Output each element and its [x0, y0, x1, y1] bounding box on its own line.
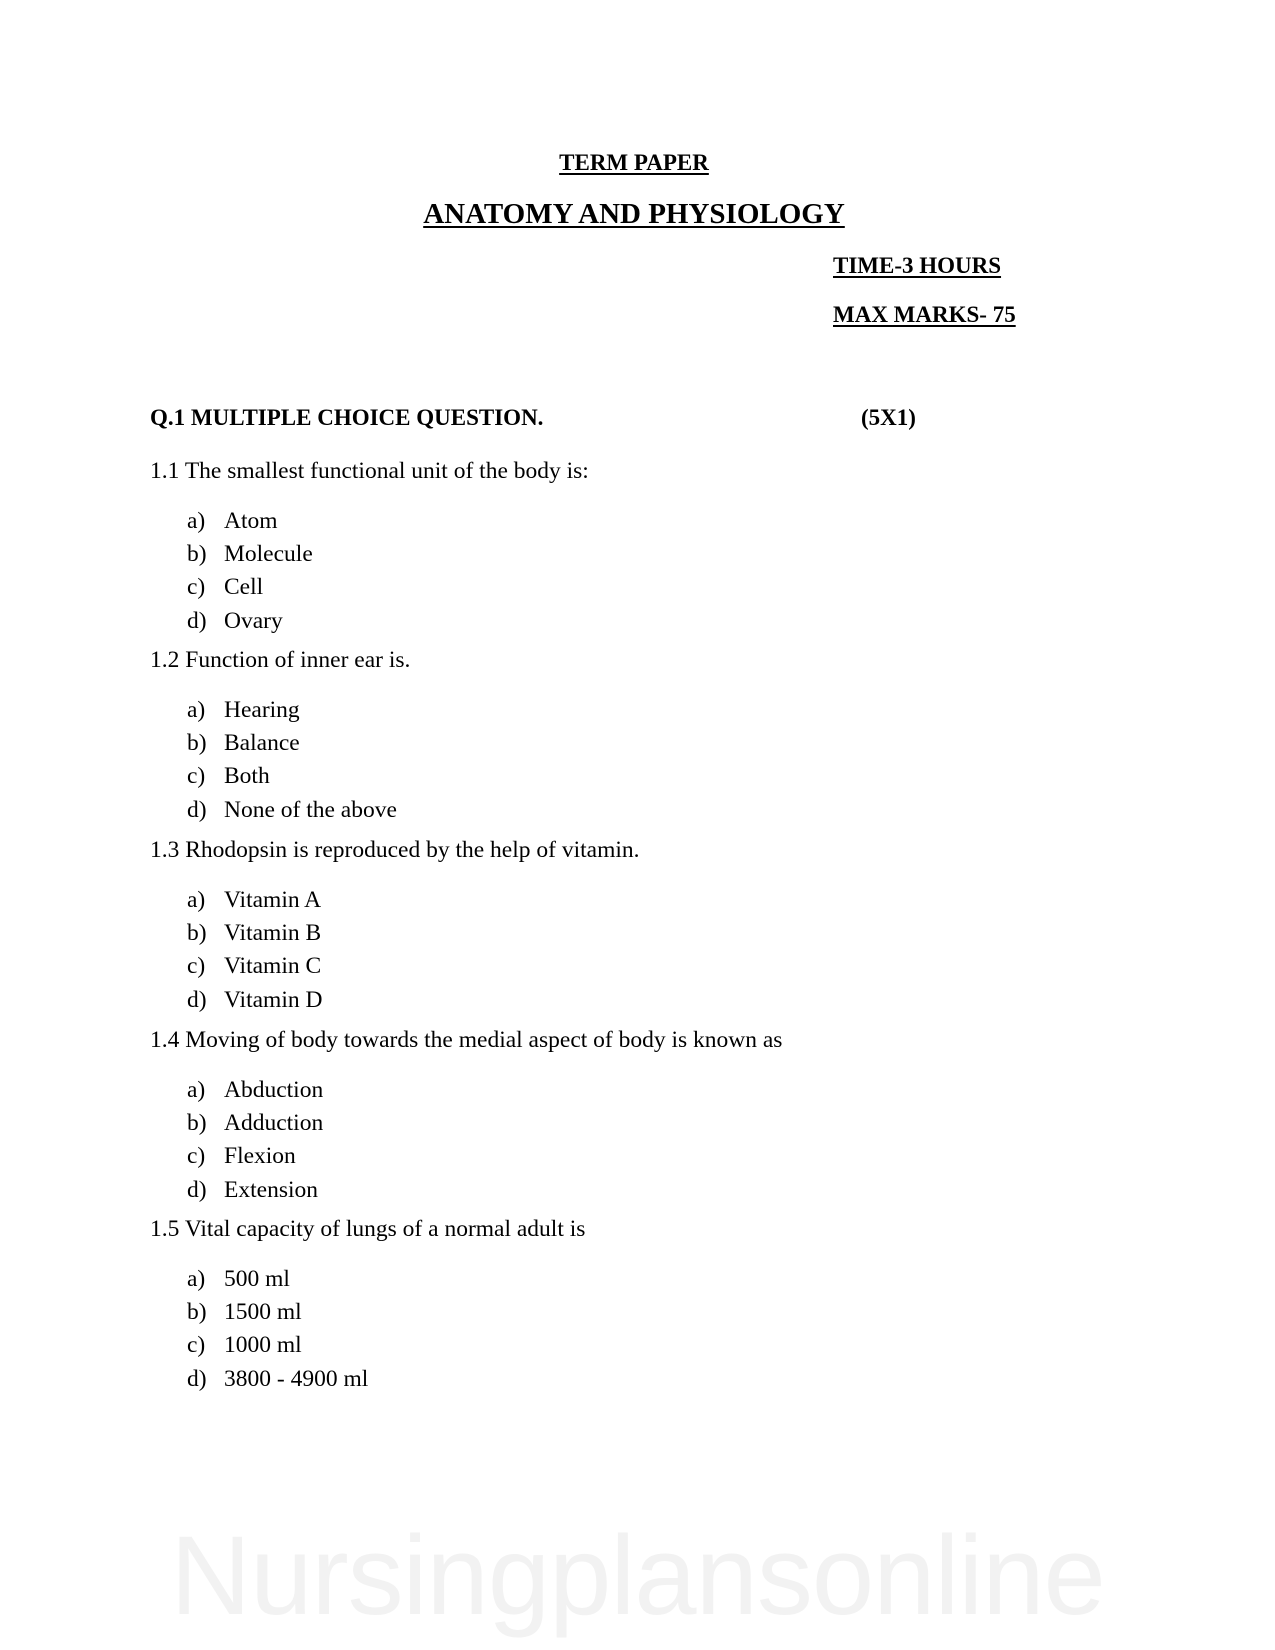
answer-option	[150, 794, 410, 827]
option-text: Flexion	[224, 1143, 296, 1170]
question-text: 1.1 The smallest functional unit of the body is:	[150, 458, 589, 484]
option-label: b)	[187, 730, 207, 757]
option-text: 1500 ml	[224, 1299, 302, 1326]
question-text: 1.5 Vital capacity of lungs of a normal adult is	[150, 1216, 586, 1242]
answer-option	[150, 950, 640, 983]
option-text: Cell	[224, 574, 264, 601]
question-item	[150, 1215, 585, 1396]
option-text: Vitamin B	[224, 920, 322, 947]
answer-option	[150, 538, 589, 571]
answer-option	[150, 1174, 782, 1207]
option-text: Abduction	[224, 1077, 324, 1103]
section-marks-allocation: (5X1)	[861, 405, 916, 430]
option-text: Extension	[224, 1176, 318, 1203]
answer-option	[150, 505, 589, 538]
option-label: b)	[187, 1299, 207, 1326]
option-text: Hearing	[224, 697, 300, 723]
document-title: TERM PAPER	[559, 150, 709, 175]
question-item	[150, 836, 640, 1017]
option-text: Vitamin D	[224, 986, 323, 1013]
option-label: d)	[187, 986, 207, 1013]
option-text: Adduction	[224, 1110, 324, 1137]
option-label: a)	[187, 508, 206, 534]
exam-duration: TIME-3 HOURS	[833, 253, 1002, 278]
option-text: None of the above	[224, 796, 397, 823]
option-list	[150, 694, 410, 827]
option-text: 500 ml	[224, 1266, 290, 1292]
answer-option	[150, 1263, 585, 1296]
section-heading: Q.1 MULTIPLE CHOICE QUESTION.	[150, 405, 544, 430]
option-text: Atom	[224, 508, 278, 534]
answer-option	[150, 1107, 782, 1140]
option-label: b)	[187, 920, 207, 947]
watermark: Nursingplansonline	[170, 1513, 1105, 1638]
answer-option	[150, 605, 589, 638]
option-text: 1000 ml	[224, 1332, 302, 1359]
question-text: 1.2 Function of inner ear is.	[150, 647, 411, 673]
answer-option	[150, 1329, 585, 1362]
option-text: Molecule	[224, 541, 313, 568]
option-label: d)	[187, 1365, 207, 1392]
option-label: c)	[187, 953, 206, 980]
option-label: d)	[187, 607, 207, 634]
answer-option	[150, 1363, 585, 1396]
answer-option	[150, 1296, 585, 1329]
option-label: c)	[187, 574, 206, 601]
question-item	[150, 457, 589, 638]
option-text: Vitamin A	[224, 887, 322, 913]
answer-option	[150, 884, 640, 917]
option-list	[150, 1263, 585, 1396]
option-label: a)	[187, 1266, 206, 1292]
question-text: 1.3 Rhodopsin is reproduced by the help of vitamin.	[150, 837, 640, 863]
answer-option	[150, 694, 410, 727]
option-label: c)	[187, 1332, 206, 1359]
question-item	[150, 646, 410, 827]
option-label: d)	[187, 1176, 207, 1203]
option-text: Vitamin C	[224, 953, 322, 980]
option-label: a)	[187, 1077, 206, 1103]
option-list	[150, 505, 589, 638]
max-marks: MAX MARKS- 75	[833, 302, 1016, 327]
answer-option	[150, 984, 640, 1017]
answer-option	[150, 1140, 782, 1173]
answer-option	[150, 760, 410, 793]
option-label: b)	[187, 1110, 207, 1137]
answer-option	[150, 727, 410, 760]
option-label: a)	[187, 697, 206, 723]
option-list	[150, 884, 640, 1017]
answer-option	[150, 917, 640, 950]
option-text: Ovary	[224, 607, 283, 634]
question-item	[150, 1026, 782, 1207]
option-text: 3800 - 4900 ml	[224, 1365, 369, 1392]
answer-option	[150, 1074, 782, 1107]
option-text: Both	[224, 763, 270, 790]
option-label: b)	[187, 541, 207, 568]
option-label: a)	[187, 887, 206, 913]
option-label: d)	[187, 796, 207, 823]
answer-option	[150, 571, 589, 604]
question-text: 1.4 Moving of body towards the medial aspect of body is known as	[150, 1027, 783, 1053]
subject-title: ANATOMY AND PHYSIOLOGY	[423, 198, 845, 230]
option-list	[150, 1074, 782, 1207]
option-label: c)	[187, 763, 206, 790]
option-text: Balance	[224, 730, 300, 757]
option-label: c)	[187, 1143, 206, 1170]
